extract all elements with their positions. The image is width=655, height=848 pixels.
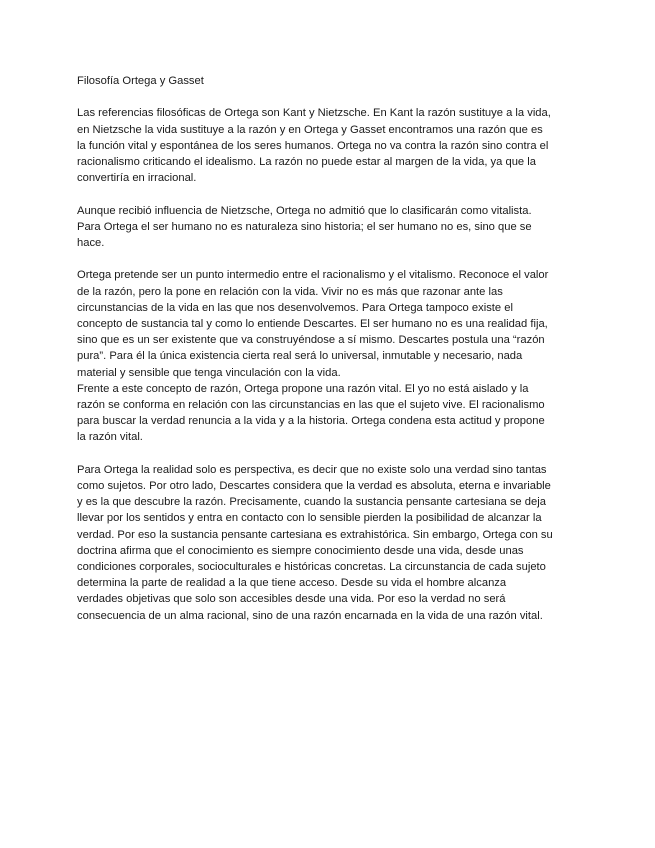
paragraph-line: sino que es un ser existente que va construyéndose a sí mismo. Descartes postula una “razón xyxy=(77,334,545,347)
paragraph-line: llevar por los sentidos y entra en contacto con lo sensible pierden la posibilidad de alcanzar la xyxy=(77,512,542,525)
paragraph-line: razón se conforma en relación con las circunstancias en las que el sujeto vive. El racionalismo xyxy=(77,399,545,412)
paragraph-line: Las referencias filosóficas de Ortega son Kant y Nietzsche. En Kant la razón sustituye a la vida, xyxy=(77,107,551,120)
paragraph-line: consecuencia de un alma racional, sino de una razón encarnada en la vida de una razón vital. xyxy=(77,609,543,622)
paragraph-line: Frente a este concepto de razón, Ortega propone una razón vital. El yo no está aislado y la xyxy=(77,382,529,395)
paragraph-line: en Nietzsche la vida sustituye a la razón y en Ortega y Gasset encontramos una razón que es xyxy=(77,123,543,136)
paragraph-line: convertiría en irracional. xyxy=(77,172,197,185)
paragraph-4 xyxy=(77,462,587,624)
paragraph-line: Para Ortega el ser humano no es naturaleza sino historia; el ser humano no es, sino que se xyxy=(77,220,532,233)
paragraph-line: verdades objetivas que solo son accesibles desde una vida. Por eso la verdad no será xyxy=(77,593,506,606)
document-body xyxy=(77,73,587,640)
paragraph-line: de la razón, pero la pone en relación con la vida. Vivir no es más que razonar ante las xyxy=(77,285,503,298)
paragraph-line: hace. xyxy=(77,237,105,249)
paragraph-line: determina la parte de realidad a la que tiene acceso. Desde su vida el hombre alcanza xyxy=(77,577,507,590)
paragraph-line: Para Ortega la realidad solo es perspectiva, es decir que no existe solo una verdad sino tantas xyxy=(77,463,547,476)
paragraph-line: concepto de sustancia tal y como lo entiende Descartes. El ser humano no es una realidad fija, xyxy=(77,318,548,330)
paragraph-line: material y sensible que tenga vinculación con la vida. xyxy=(77,366,341,379)
paragraph-2 xyxy=(77,203,587,252)
paragraph-line: condiciones corporales, socioculturales e históricas concretas. La circunstancia de cada sujeto xyxy=(77,561,546,574)
paragraph-line: para buscar la verdad renuncia a la vida y a la historia. Ortega condena esta actitud y propone xyxy=(77,415,545,428)
paragraph-line: circunstancias de la vida en las que nos desenvolvemos. Para Ortega tampoco existe el xyxy=(77,301,513,314)
document-title: Filosofía Ortega y Gasset xyxy=(77,75,204,87)
paragraph-line: Aunque recibió influencia de Nietzsche, Ortega no admitió que lo clasificarán como vitalista. xyxy=(77,204,532,217)
paragraph-3 xyxy=(77,267,587,445)
paragraph-1 xyxy=(77,105,587,186)
paragraph-line: y es la que descubre la razón. Precisamente, cuando la sustancia pensante cartesiana se deja xyxy=(77,496,546,509)
paragraph-line: como sujetos. Por otro lado, Descartes considera que la verdad es absoluta, eterna e invariable xyxy=(77,480,551,493)
paragraph-line: doctrina afirma que el conocimiento es siempre conocimiento desde una vida, desde unas xyxy=(77,544,524,557)
paragraph-line: verdad. Por eso la sustancia pensante cartesiana es extrahistórica. Sin embargo, Ortega con su xyxy=(77,528,553,541)
paragraph-line: pura”. Para él la única existencia cierta real será lo universal, inmutable y necesario, nada xyxy=(77,350,523,363)
paragraph-line: la razón vital. xyxy=(77,431,143,444)
paragraph-line: Ortega pretende ser un punto intermedio entre el racionalismo y el vitalismo. Reconoce el valor xyxy=(77,269,549,282)
paragraph-line: la función vital y espontánea de los seres humanos. Ortega no va contra la razón sino contra el xyxy=(77,139,549,152)
paragraph-line: racionalismo criticando el idealismo. La razón no puede estar al margen de la vida, ya que la xyxy=(77,156,536,168)
